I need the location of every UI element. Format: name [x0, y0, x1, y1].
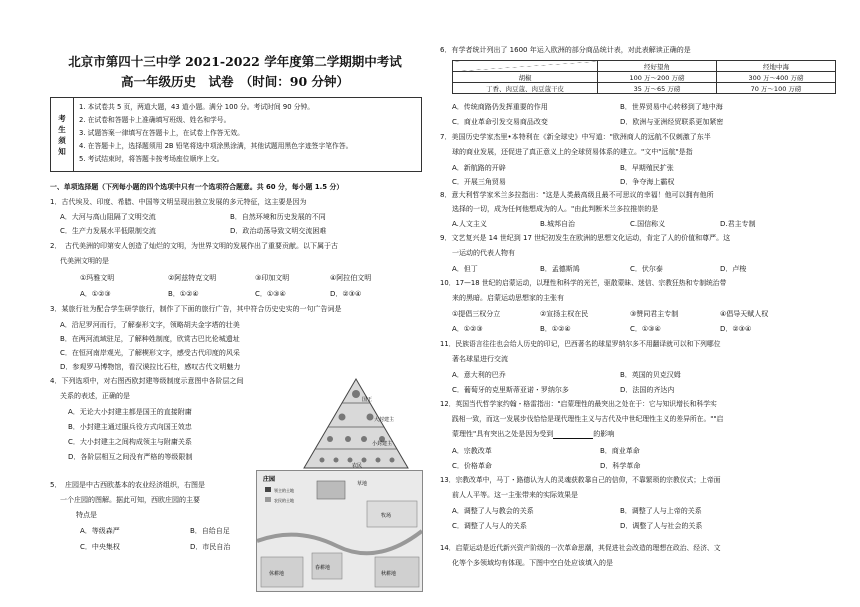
manor-label-spring-field: 春耕地 — [315, 565, 331, 571]
notice-item: 5. 考试结束时，将答题卡按考场座位顺序上交。 — [79, 155, 224, 163]
question-2-stem: 2． 古代美洲的印第安人创造了灿烂的文明，为世界文明的发展作出了重要贡献。以下属于古 — [50, 242, 338, 250]
q5-option-c: C．中央集权 — [80, 543, 120, 551]
question-5-stem-cont2: 特点是 — [76, 511, 97, 519]
notice-item: 1. 本试卷共 5 页，两道大题，43 道小题。满分 100 分。考试时间 90 分钟。 — [79, 103, 315, 111]
q11-option-a: A．意大利的巴乔 — [452, 371, 506, 379]
manor-label-fallow: 休耕地 — [269, 571, 285, 577]
q8-option-d: D.君主专制 — [720, 220, 756, 228]
manor-legend-lord-land: 领主的土地 — [274, 488, 294, 493]
notice-item: 2. 在试卷和答题卡上准确填写班级、姓名和学号。 — [79, 116, 231, 124]
question-11-stem: 11．民族语言往往也会给人历史的印记，巴西著名的球星罗纳尔多不用翻译就可以和下列哪位 — [440, 340, 721, 348]
q10-option-d: D．②③④ — [720, 325, 752, 333]
feudal-hierarchy-pyramid — [302, 377, 410, 470]
table-row2-cape: 35 万～65 万磅 — [598, 83, 717, 94]
question-6-stem: 6．有学者统计列出了 1600 年运入欧洲的部分商品统计表，对此表解读正确的是 — [440, 46, 691, 54]
manor-map-drawing — [257, 471, 422, 591]
exam-notice-box — [50, 97, 422, 172]
question-4-stem-cont: 关系的表述，正确的是 — [60, 392, 130, 400]
q11-option-b: B．英国的贝克汉姆 — [620, 371, 681, 379]
answer-blank — [553, 431, 593, 439]
q12-option-b: B．商业革命 — [600, 447, 640, 455]
q1-option-a: A．大河与高山阻隔了文明交流 — [60, 213, 156, 221]
question-1-stem: 1．古代埃及、印度、希腊、中国等文明呈现出独立发展的多元特征，这主要是因为 — [50, 198, 307, 206]
question-11-stem-cont: 著名球星进行交流 — [452, 355, 508, 363]
pyramid-label-peasants: 农民 — [352, 463, 363, 469]
q12-option-d: D．科学革命 — [600, 462, 641, 470]
question-12-stem-cont: 践相一致，而这一发展步伐恰恰是现代理性主义与古代及中世纪理性主义的差异所在。""启 — [452, 415, 724, 423]
question-13-stem-cont: 前人人平等。这一主张带来的实际效果是 — [452, 491, 578, 499]
question-9-stem: 9．文艺复兴是 14 世纪到 17 世纪初发生在欧洲的思想文化运动，肯定了人的价值和尊严。这 — [440, 234, 731, 242]
table-row2-med: 70 万～100 万磅 — [717, 83, 836, 94]
q13-option-d: D．调整了人与社会的关系 — [620, 522, 703, 530]
q2-option-c: C．①③④ — [255, 290, 286, 298]
question-14-stem-cont: 化等个多领域均有体现。下图中空白处应该填入的是 — [452, 559, 613, 567]
question-14-stem: 14．启蒙运动是近代新兴资产阶级的一次革命思潮，其促进社会改造的理想在政治、经济、文 — [440, 544, 721, 552]
q12-option-a: A．宗教改革 — [452, 447, 492, 455]
trade-table — [452, 60, 836, 94]
notice-item: 4. 在答题卡上，选择题须用 2B 铅笔将选中项涂黑涂满，其他试题用黑色字迹签字笔作答。 — [79, 142, 353, 150]
manor-title: 庄园 — [263, 476, 276, 483]
q9-option-b: B．孟德斯鸠 — [540, 265, 580, 273]
q10-item-2: ②宣扬主权在民 — [540, 310, 589, 318]
question-5-stem: 5． 庄园是中古西欧基本的农业经济组织，右图是 — [50, 481, 205, 489]
q8-option-c: C.国信称义 — [630, 220, 666, 228]
table-row1-cape: 100 万～200 万磅 — [598, 72, 717, 83]
q3-option-a: A．沿尼罗河而行，了解泰形文字，领略胡夫金字塔的壮美 — [60, 321, 240, 329]
question-9-stem-cont: 一运动的代表人物有 — [452, 249, 515, 257]
q10-item-1: ①提倡三权分立 — [452, 310, 501, 318]
pyramid-label-king: 国王 — [362, 397, 373, 403]
q5-option-a: A．等级森严 — [80, 527, 120, 535]
q13-option-c: C．调整了人与人的关系 — [452, 522, 527, 530]
question-10-stem-cont: 来的黑暗。启蒙运动思想家的主张有 — [452, 294, 564, 302]
q6-option-d: D．欧洲与亚洲经贸联系更加紧密 — [620, 118, 724, 126]
question-4-stem: 4．下列选项中，对右图西欧封建等级制度示意图中各阶层之间 — [50, 377, 244, 385]
q2-item-4: ④阿拉伯文明 — [330, 274, 372, 282]
q4-option-d: D．各阶层相互之间没有严格的等级限制 — [68, 453, 193, 461]
q5-option-d: D．市民自治 — [190, 543, 231, 551]
manor-label-meadow: 草地 — [357, 481, 368, 487]
question-8-stem-cont: 选择的一切，成为任何他想成为的人。"由此判断米兰多拉推崇的是 — [452, 205, 659, 213]
q2-item-3: ③印加文明 — [255, 274, 290, 282]
table-row2-item: 丁香、肉豆蔻、肉豆蔻干皮 — [453, 83, 598, 94]
notice-item: 3. 试题答案一律填写在答题卡上，在试卷上作答无效。 — [79, 129, 244, 137]
q1-option-c: C．生产力发展水平低限制交流 — [60, 227, 156, 235]
question-8-stem: 8．意大利哲学家米兰多拉指出："这是人类最高级且最不可思议的幸福！他可以拥有他所 — [440, 191, 714, 199]
q3-option-d: D．参观罗马博物馆，看汉谟拉比石柱，感叹古代文明魅力 — [60, 363, 241, 371]
q13-option-a: A．调整了人与教会的关系 — [452, 507, 534, 515]
q11-option-c: C．葡萄牙的克里斯蒂亚诺・罗纳尔多 — [452, 386, 569, 394]
q7-option-a: A．新航路的开辟 — [452, 164, 506, 172]
q7-option-d: D．争夺海上霸权 — [620, 178, 675, 186]
question-10-stem: 10．17—18 世纪的启蒙运动，以理性和科学的光芒，驱散蒙昧、迷信、宗教狂热和专制统治带 — [440, 279, 727, 287]
notice-list — [79, 101, 352, 166]
table-row1-med: 300 万～400 万磅 — [717, 72, 836, 83]
q7-option-c: C．开展三角贸易 — [452, 178, 506, 186]
q12-option-c: C．价格革命 — [452, 462, 492, 470]
table-corner-cell — [453, 61, 598, 72]
q9-option-c: C．伏尔泰 — [630, 265, 663, 273]
q10-option-b: B．①②④ — [540, 325, 571, 333]
exam-subtitle: 高一年级历史 试卷 （时间：90 分钟） — [121, 74, 349, 89]
q4-option-c: C．大小封建主之间构成领主与附庸关系 — [68, 438, 192, 446]
manor-diagram — [256, 470, 423, 592]
q6-option-a: A．传统商路仍发挥重要的作用 — [452, 103, 548, 111]
q2-option-b: B．①②④ — [168, 290, 199, 298]
manor-label-pasture: 牧场 — [381, 513, 392, 519]
table-header-cape: 经好望角 — [598, 61, 717, 72]
q1-option-b: B．自然环境和历史发展的不同 — [230, 213, 326, 221]
pyramid-drawing — [302, 377, 410, 470]
q10-item-3: ③赞同君主专制 — [630, 310, 679, 318]
pyramid-label-small-lords: 小封建主 — [372, 441, 393, 447]
table-row1-item: 胡椒 — [453, 72, 598, 83]
question-2-stem-cont: 代美洲文明的是 — [60, 257, 109, 265]
q2-option-d: D．②③④ — [330, 290, 362, 298]
question-7-stem: 7．美国历史学家杰里•本特利在《新全球史》中写道："欧洲商人的远航不仅刺激了东半 — [440, 133, 711, 141]
pyramid-label-great-lords: 大封建主 — [374, 417, 395, 423]
question-3-stem: 3．某旅行社为配合学生研学旅行，制作了下面的旅行广告，其中符合历史史实的一句广告词是 — [50, 305, 342, 313]
q6-option-b: B．世界贸易中心转移到了地中海 — [620, 103, 723, 111]
q13-option-b: B．调整了人与上帝的关系 — [620, 507, 702, 515]
q8-option-a: A.人文主义 — [452, 220, 487, 228]
q2-option-a: A．①②③ — [80, 290, 111, 298]
q1-option-d: D．政治动荡导致文明交流困难 — [230, 227, 327, 235]
question-7-stem-cont: 球的商业发展，还促进了真正意义上的全球贸易体系的建立。"文中"远航"是指 — [452, 148, 693, 156]
q4-option-a: A．无论大小封建主都是国王的直接附庸 — [68, 408, 192, 416]
q3-option-c: C．在恒河南岸观光，了解楔形文字，感受古代印度的风采 — [60, 349, 240, 357]
section-heading: 一、单项选择题（下列每小题的四个选项中只有一个选项符合题意。共 60 分，每小题 1.5 分） — [50, 183, 344, 191]
exam-title: 北京市第四十三中学 2021-2022 学年度第二学期期中考试 — [68, 54, 402, 69]
q9-option-a: A．但丁 — [452, 265, 478, 273]
question-13-stem: 13．宗教改革中，马丁・路德认为人的灵魂获救靠自己的信仰，不靠繁琐的宗教仪式；上帝面 — [440, 476, 721, 484]
q3-option-b: B．在两河流域驻足，了解种姓制度，欣赏古巴比伦城遗址 — [60, 335, 240, 343]
manor-label-autumn-field: 秋耕地 — [381, 571, 397, 577]
q4-option-b: B．小封建主通过服兵役方式向国王效忠 — [68, 423, 192, 431]
q11-option-d: D．法国的齐达内 — [620, 386, 675, 394]
q10-option-c: C．①③④ — [630, 325, 661, 333]
q2-item-2: ②阿兹特克文明 — [168, 274, 217, 282]
notice-side-label: 考 生 须 知 — [51, 98, 74, 171]
question-12-stem: 12．英国当代哲学家约翰・格雷指出："启蒙理性的最突出之处在于：它与知识增长和科学实 — [440, 400, 717, 408]
q5-option-b: B．自给自足 — [190, 527, 230, 535]
q10-option-a: A．①②③ — [452, 325, 483, 333]
q2-item-1: ①玛雅文明 — [80, 274, 115, 282]
question-5-stem-cont: 一个庄园的图解。据此可知，西欧庄园的主要 — [60, 496, 200, 504]
q10-item-4: ④倡导天赋人权 — [720, 310, 769, 318]
table-header-med: 经地中海 — [717, 61, 836, 72]
question-12-stem-cont2: 蒙理性"具有突出之处是因为受到 的影响 — [452, 430, 615, 438]
q6-option-c: C．商业革命引发交易商品改变 — [452, 118, 548, 126]
q7-option-b: B．早期殖民扩张 — [620, 164, 674, 172]
q8-option-b: B.城邦自治 — [540, 220, 576, 228]
q9-option-d: D．卢梭 — [720, 265, 747, 273]
manor-legend-peasant-land: 农民的土地 — [274, 498, 294, 503]
